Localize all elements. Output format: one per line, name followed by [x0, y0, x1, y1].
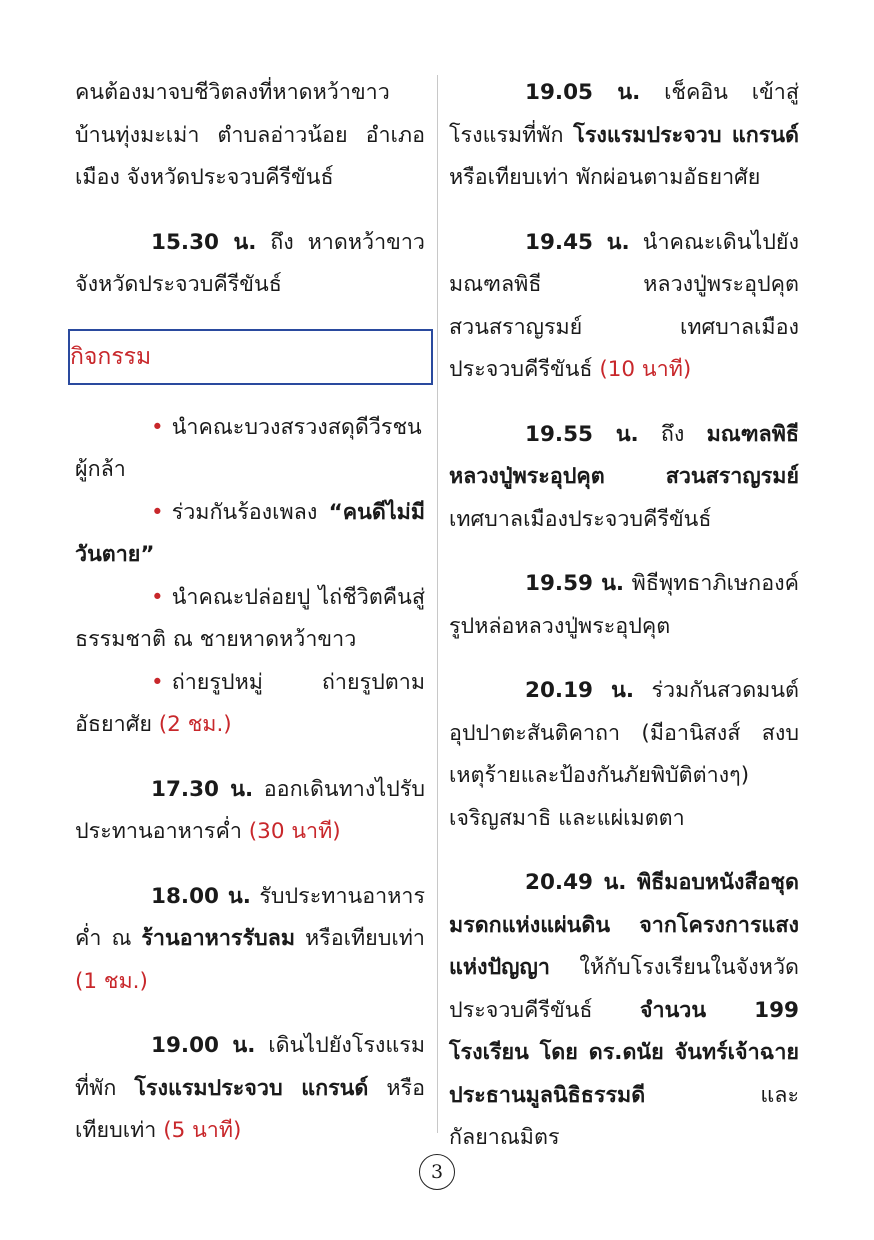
presenter-info: จำนวน 199 โรงเรียน โดย ดร.ดนัย จันทร์เจ้าฉาย ประธานมูลนิธิธรรมดี [449, 997, 799, 1108]
time-label: 19.45 น. [525, 229, 630, 255]
schedule-1905 [449, 72, 799, 200]
song-title: “คนดีไม่มีวันตาย” [75, 499, 425, 567]
schedule-1959 [449, 563, 799, 648]
book-ceremony: พิธีมอบหนังสือชุดมรดกแห่งแผ่นดิน จากโครงการแสงแห่งปัญญา [449, 870, 799, 980]
duration: (10 นาที) [599, 357, 692, 382]
schedule-text: เช็คอิน เข้าสู่โรงแรมที่พัก [449, 80, 800, 148]
activity-bullet [75, 577, 425, 662]
duration: (5 นาที) [163, 1118, 242, 1143]
bullet-icon: • [151, 669, 164, 695]
schedule-1800 [75, 876, 425, 1004]
left-column [70, 72, 426, 1175]
duration: (30 นาที) [248, 819, 341, 844]
bullet-icon: • [151, 584, 164, 610]
ceremony-venue: มณฑลพิธี หลวงปู่พระอุปคุต สวนสราญรมย์ [449, 421, 800, 489]
duration: (1 ชม.) [75, 968, 148, 994]
time-label: 19.00 น. [151, 1033, 256, 1058]
bullet-text: ร่วมกันร้องเพลง [171, 499, 329, 525]
schedule-text: รับประทานอาหารค่ำ ณ [75, 883, 426, 951]
intro-text: คนต้องมาจบชีวิตลงที่หาดหว้าขาว บ้านทุ่งมะเม่า ตำบลอ่าวน้อย อำเภอเมือง จังหวัดประจวบคีรีขันธ์ [75, 80, 425, 190]
schedule-1955 [449, 414, 799, 542]
schedule-text: พิธีพุทธาภิเษกองค์รูปหล่อหลวงปู่พระอุปคุต [449, 571, 799, 639]
right-column [449, 72, 799, 1182]
time-label: 19.05 น. [525, 80, 641, 105]
bullet-text: ถ่ายรูปหมู่ ถ่ายรูปตามอัธยาศัย [75, 669, 425, 737]
schedule-2049 [449, 862, 799, 1160]
time-label: 17.30 น. [151, 776, 254, 802]
schedule-text: หรือเทียบเท่า [75, 1075, 425, 1143]
column-divider [437, 75, 438, 1133]
schedule-text: ให้กับโรงเรียนในจังหวัดประจวบคีรีขันธ์ [449, 955, 799, 1023]
hotel-name: โรงแรมประจวบ แกรนด์ [134, 1075, 369, 1101]
schedule-text: ถึง หาดหว้าขาว จังหวัดประจวบคีรีขันธ์ [75, 229, 425, 297]
schedule-text: ออกเดินทางไปรับประทานอาหารค่ำ [75, 776, 425, 844]
schedule-1945 [449, 222, 799, 392]
paragraph-intro [75, 72, 425, 200]
time-label: 19.55 น. [525, 421, 639, 447]
bullet-icon: • [151, 499, 164, 525]
schedule-text: เดินไปยังโรงแรมที่พัก [75, 1033, 425, 1101]
bullet-text: นำคณะบวงสรวงสดุดีวีรชนผู้กล้า [75, 414, 422, 482]
schedule-text: หรือเทียบเท่า [295, 926, 425, 951]
time-label: 20.49 น. [525, 870, 627, 895]
schedule-text: เทศบาลเมืองประจวบคีรีขันธ์ [449, 506, 712, 532]
schedule-text: นำคณะเดินไปยังมณฑลพิธี หลวงปู่พระอุปคุต สวนสราญรมย์ เทศบาลเมืองประจวบคีรีขันธ์ [449, 229, 799, 382]
bullet-text: นำคณะปล่อยปู ไถ่ชีวิตคืนสู่ธรรมชาติ ณ ชายหาดหว้าขาว [75, 584, 425, 652]
time-label: 18.00 น. [151, 883, 251, 909]
schedule-text: และกัลยาณมิตร [449, 1082, 799, 1150]
time-label: 19.59 น. [525, 571, 625, 596]
schedule-1530 [75, 222, 425, 307]
schedule-2019 [449, 670, 799, 840]
schedule-text: ร่วมกันสวดมนต์อุปปาตะสันติคาถา (มีอานิสงส์ สงบเหตุร้ายและป้องกันภัยพิบัติต่างๆ) เจริญสมาธิ และแผ่เมตตา [449, 678, 799, 831]
schedule-1900 [75, 1025, 425, 1153]
time-label: 15.30 น. [151, 229, 257, 255]
schedule-text: หรือเทียบเท่า พักผ่อนตามอัธยาศัย [449, 165, 761, 190]
bullet-icon: • [151, 414, 164, 440]
hotel-name: โรงแรมประจวบ แกรนด์ [573, 122, 799, 148]
activity-heading-box [68, 329, 433, 385]
activity-title: กิจกรรม [70, 343, 152, 370]
activity-bullet [75, 492, 425, 577]
schedule-text: ถึง [638, 421, 707, 447]
time-label: 20.19 น. [525, 678, 635, 703]
activity-bullet [75, 662, 425, 747]
schedule-1730 [75, 769, 425, 854]
activity-bullet [75, 407, 425, 492]
venue-name: ร้านอาหารรับลม [141, 926, 296, 951]
duration: (2 ชม.) [158, 712, 232, 737]
page-number: 3 [419, 1154, 455, 1190]
